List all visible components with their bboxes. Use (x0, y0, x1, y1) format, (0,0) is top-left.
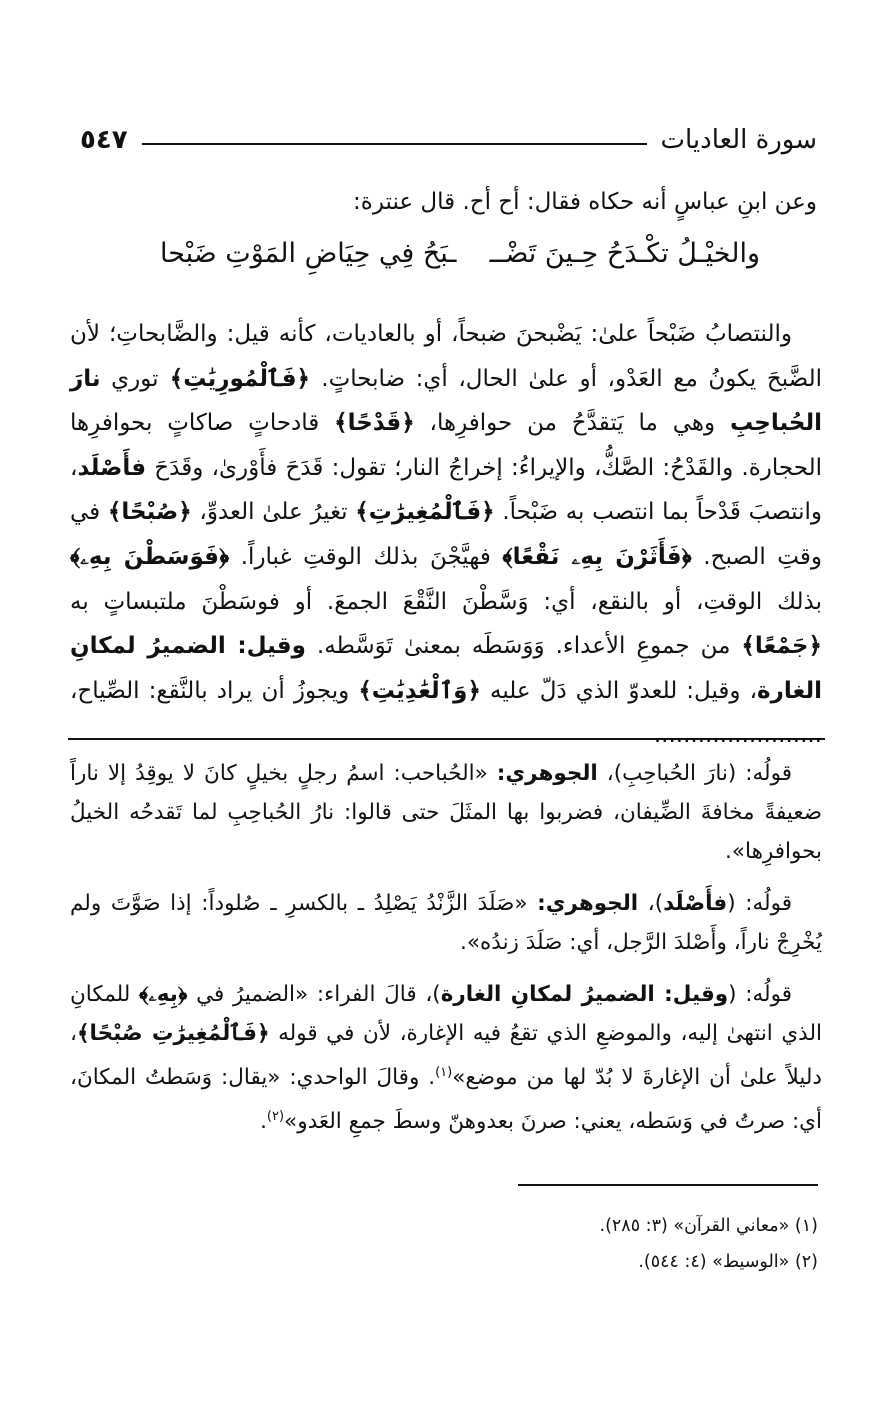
gloss-note (70, 754, 822, 871)
page-header (80, 120, 817, 160)
main-text: والنتصابُ ضَبْحاً علىٰ: يَضْبحنَ ضبحاً، أو بالعاديات، كأنه قيل: والضَّابحاتِ؛ لأن الضَّبحَ يكونُ مع العَدْو، أو علىٰ الحال، أي: ضابحاتٍ. (70, 321, 822, 392)
footnote-rule (518, 1184, 818, 1186)
header-rule (142, 143, 647, 145)
page-number: ٥٤٧ (80, 125, 128, 155)
note-text: «صَلَدَ الزَّنْدُ يَصْلِدُ ـ بالكسرِ ـ صُلوداً: إذا صَوَّتَ ولم يُخْرِجْ ناراً، وأَصْلدَ الرَّجل، أي: صَلَدَ زندُه». (70, 891, 822, 955)
gloss-notes (70, 754, 822, 1154)
quran-quote: ﴿فَٱلْمُغِيرَٰتِ صُبْحًا﴾ (76, 1021, 270, 1046)
main-text: توري (100, 365, 159, 392)
main-text: ، وقيل: للعدوّ الذي دَلّ عليه (480, 677, 758, 704)
quran-quote: ﴿بِهِۦ﴾ (139, 982, 188, 1007)
main-text: ، وانتصبَ قَدْحاً بما انتصب به ضَبْحاً. (70, 454, 822, 526)
note-text: . وقالَ الواحدي: «يقال: وَسَطتُ المكانَ، أي: صرتُ في وَسَطه، يعني: صرنَ بعدوهنّ وسطَ جمعِ العَدو» (70, 1065, 822, 1135)
verse-first-hemistich: والخيْـلُ تكْـدَحُ حِـينَ تَضْــ (489, 238, 760, 269)
note-text: . (260, 1109, 267, 1135)
quran-quote: ﴿صُبْحًا﴾ (107, 499, 192, 526)
section-divider (68, 738, 825, 740)
lemma: نارَ الحُباحِبِ (70, 365, 822, 437)
main-text: في وقتِ الصبح. (70, 499, 822, 570)
main-text: من جموعِ الأعداء. وَوَسَطَه بمعنىٰ تَوَسَّطه. (305, 633, 742, 660)
note-text: للمكانِ الذي انتهىٰ إليه، والموضعِ الذي تقعُ فيه الإغارة، لأن في قوله (70, 982, 822, 1046)
quran-quote: ﴿فَٱلْمُغِيرَٰتِ﴾ (355, 499, 495, 526)
poetry-verse (160, 238, 760, 280)
footnote-ref[interactable]: (٢) (266, 1109, 285, 1125)
surah-title: سورة العاديات (660, 125, 817, 155)
note-source: الجوهري: (537, 891, 639, 916)
quran-quote: ﴿قَدْحًا﴾ (334, 410, 415, 437)
note-text: قولُه: (نارَ الحُباحِبِ)، (597, 761, 792, 786)
main-text: ويجوزُ أن يراد بالنَّقع: الصِّياح، ....................... (70, 677, 822, 749)
note-lemma: وقيل: الضميرُ لمكانِ الغارة (440, 982, 729, 1007)
quran-quote: ﴿جَمْعًا﴾ (741, 633, 822, 660)
quran-quote: ﴿وَٱلْعَٰدِيَٰتِ﴾ (358, 677, 481, 704)
gloss-note (70, 884, 822, 962)
main-text: قادحاتٍ صاكاتٍ بحوافرِها الحجارة. والقَدْحُ: الصَّكُّ، والإيراءُ: إخراجُ النار؛ تقول: قَدَحَ فأَوْرىٰ، وقَدَحَ (70, 410, 822, 481)
footnote-2: (٢) «الوسيط» (٤: ٥٤٤). (638, 1252, 818, 1272)
note-text: قولُه: ( (728, 982, 792, 1007)
main-text: وهي ما يَتقدَّحُ من حوافرِها، (414, 410, 730, 437)
quran-quote: ﴿فَوَسَطْنَ بِهِۦ﴾ (70, 543, 230, 570)
main-paragraph (70, 312, 822, 758)
note-text: «الحُباحب: اسمُ رجلٍ بخيلٍ كانَ لا يوقِدُ إلا ناراً ضعيفةً مخافةَ الضِّيفان، فضربوا بها المثَلَ حتى قالوا: نارُ الحُباحِبِ لما تَقدحُه الخيلُ بحوافرِها». (70, 761, 822, 864)
note-lemma: فأَصْلَد (663, 891, 728, 916)
quran-quote: ﴿فَأَثَرْنَ بِهِۦ نَقْعًا﴾ (502, 543, 692, 570)
note-text: قولُه: ( (727, 891, 792, 916)
footnotes (400, 1208, 818, 1280)
gloss-note (70, 975, 822, 1141)
note-text: )، (638, 891, 664, 916)
lemma: وقيل: الضميرُ لمكانِ الغارة (70, 633, 822, 704)
footnote-1: (١) «معاني القرآن» (٣: ٢٨٥). (599, 1216, 818, 1236)
main-commentary (70, 312, 822, 758)
quran-quote: ﴿فَٱلْمُورِيَٰتِ﴾ (158, 365, 322, 392)
main-text: فهيَّجْنَ بذلك الوقتِ غباراً. (229, 543, 503, 570)
main-text: تغيرُ علىٰ العدوِّ، (191, 499, 356, 526)
main-text: بذلك الوقتِ، أو بالنقع، أي: وَسَّطْنَ النَّقْعَ الجمعَ. أو فوسَطْنَ ملتبساتٍ به (70, 588, 822, 615)
lemma: فأَصْلَد (77, 454, 147, 481)
note-text: ، دليلاً علىٰ أن الإغارةَ لا بُدّ لها من موضع» (70, 1021, 822, 1091)
note-text: )، قالَ الفراء: «الضميرُ في (187, 982, 441, 1007)
intro-line: وعن ابنِ عباسٍ أنه حكاه فقال: أح أح. قال عنترة: (353, 189, 817, 215)
footnote-ref[interactable]: (١) (435, 1065, 453, 1080)
verse-second-hemistich: ـبَحُ فِي حِيَاضِ المَوْتِ ضَبْحا (160, 238, 457, 269)
note-source: الجوهري: (496, 761, 598, 786)
